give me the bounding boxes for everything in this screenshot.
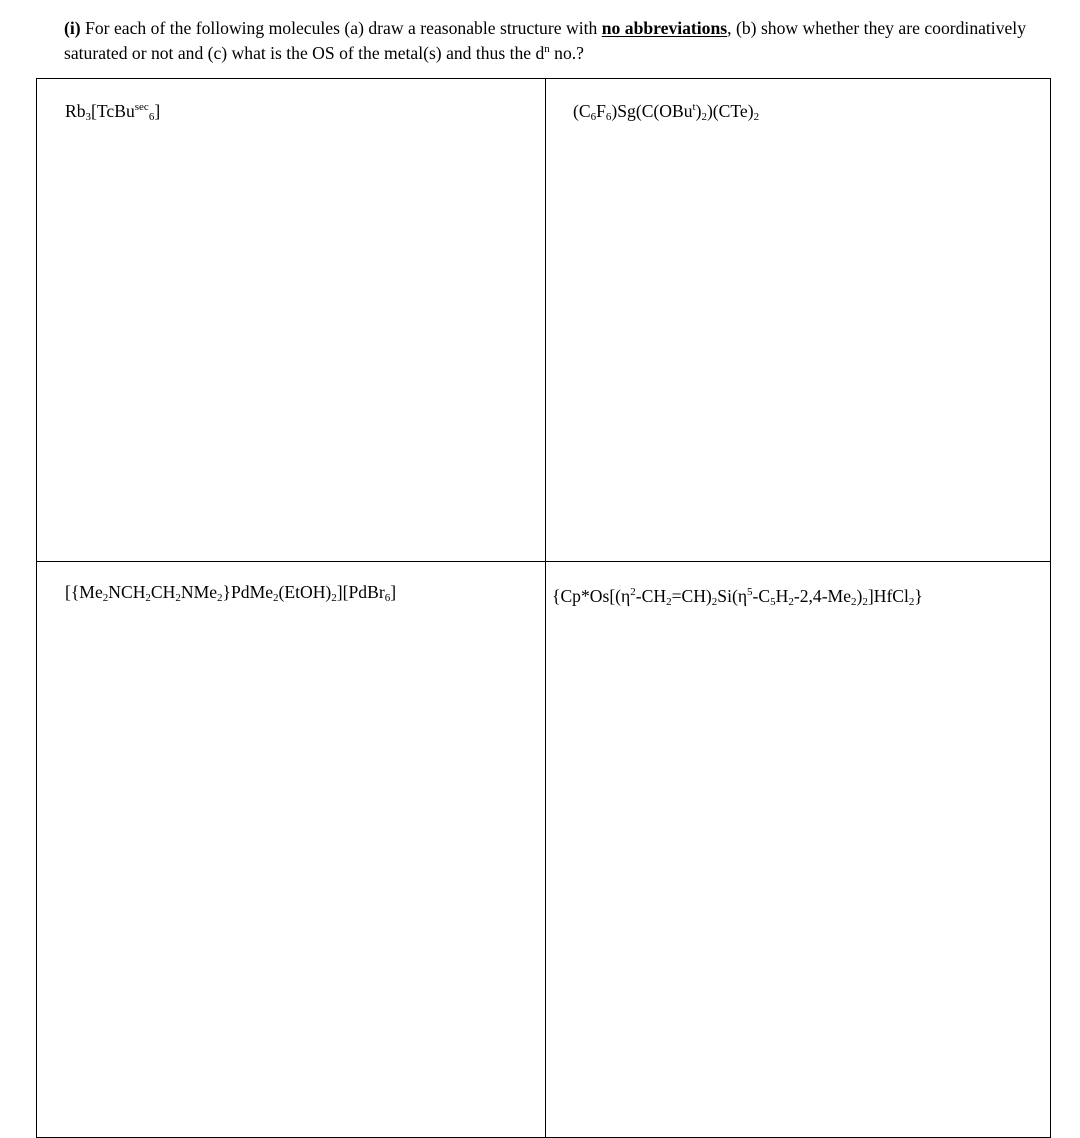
question-middle: , (b) show whether they are coordinatively saturated or not and (c) what is the OS of the metal(s) and thus the d [64,18,1026,63]
question-superscript: n [544,43,550,55]
molecule-label-top-left: $Rb_3[TcBu^{sec}_6]$ [65,101,161,123]
question-text [64,18,1026,64]
grid-horizontal-divider [37,561,1050,562]
answer-grid [36,78,1051,1138]
molecule-label-bottom-left: $[\{Me_2NCH_2CH_2NMe_2\}PdMe_2(EtOH)_2][PdBr_6]$ [65,582,397,604]
grid-vertical-divider [545,79,546,1137]
question-number: (i) [64,18,81,38]
molecule-label-top-right: $(C_6F_6)Sg(C(OBu^t)_2)(CTe)_2$ [573,101,760,123]
molecule-label-bottom-right: $\{Cp*Os[(\eta^2-CH_2=CH)_2Si(\eta^5-C_5H_2-2,4-Me_2)_2]HfCl_2\}$ [552,586,923,608]
question-emphasis: no abbreviations [601,18,728,38]
question-intro: For each of the following molecules (a) draw a reasonable structure with [80,18,602,38]
question-end: no.? [549,42,584,63]
